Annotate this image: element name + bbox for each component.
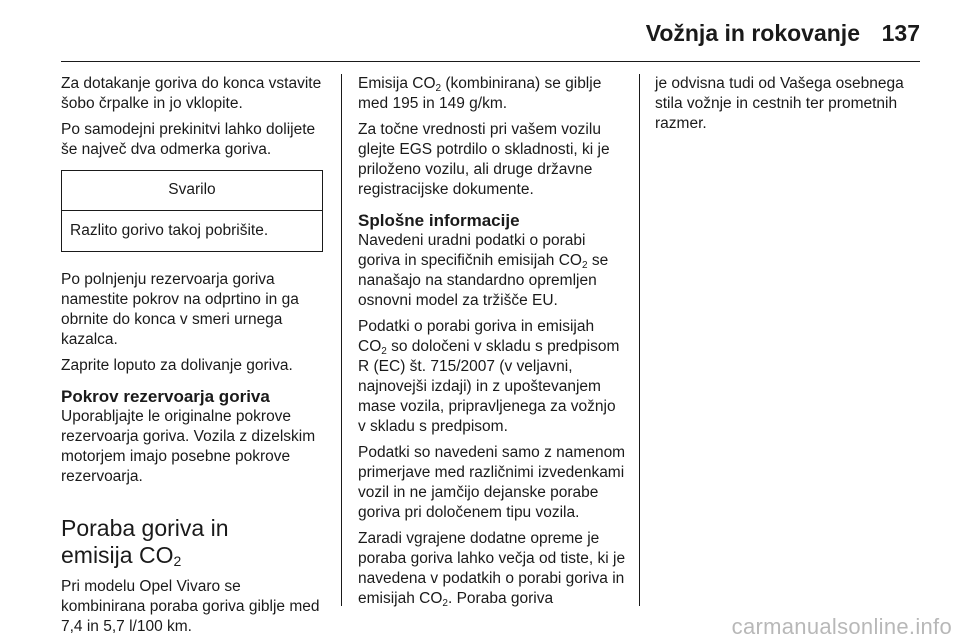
paragraph: Pri modelu Opel Vivaro se kombinirana poraba goriva giblje med 7,4 in 5,7 l/100 km. (61, 578, 320, 635)
column-3 (655, 74, 920, 140)
column-2 (358, 74, 626, 615)
paragraph: Uporabljajte le originalne pokrove rezervoarja goriva. Vozila z dizelskim motorjem imajo posebne pokrove rezervoarja. (61, 408, 316, 485)
column-1 (61, 74, 323, 643)
section-heading: Splošne informacije (358, 211, 520, 230)
paragraph: Po samodejni prekinitvi lahko dolijete še največ dva odmerka goriva. (61, 121, 316, 158)
paragraph: Podatki o porabi goriva in emisijah $CO_2$ so določeni v skladu s predpisom R (EC) št. 715/2007 (v veljavni, najnovejši izdaji) in z upoštevanjem mase vozila, pripravljenega za vožnjo v skladu s predpisom. (358, 318, 620, 435)
subscript: 2 (173, 553, 182, 569)
paragraph: je odvisna tudi od Vašega osebnega stila vožnje in cestnih ter prometnih razmer. (655, 75, 904, 132)
paragraph: Za točne vrednosti pri vašem vozilu glejte EGS potrdilo o skladnosti, ki je priloženo vozilu, ali druge državne registracijske dokumente. (358, 121, 610, 198)
page-header (0, 0, 960, 62)
chapter-heading (61, 515, 323, 569)
caution-text: Razlito gorivo takoj pobrišite. (70, 222, 269, 239)
paragraph: Zaprite loputo za dolivanje goriva. (61, 357, 293, 374)
paragraph: Podatki so navedeni samo z namenom primerjave med različnimi izvedenkami vozil in ne jamčijo dejanske porabe goriva pri določenem tipu vozila. (358, 444, 626, 521)
header-divider (61, 61, 920, 62)
paragraph: Emisija $CO_2$ (kombinirana) se giblje med 195 in 149 g/km. (358, 75, 602, 112)
paragraph: Zaradi vgrajene dodatne opreme je poraba goriva lahko večja od tiste, ki je navedena v podatkih o porabi goriva in emisijah $CO_2$. Poraba goriva (358, 530, 626, 609)
section-heading: Pokrov rezervoarja goriva (61, 387, 270, 406)
watermark: carmanualsonline.info (731, 614, 952, 639)
heading-line-2: emisija CO (61, 542, 174, 568)
paragraph: Po polnjenju rezervoarja goriva namestite pokrov na odprtino in ga obrnite do konca v smeri urnega kazalca. (61, 271, 299, 348)
caution-title: Svarilo (62, 171, 322, 211)
column-divider-1 (341, 74, 342, 606)
column-divider-2 (639, 74, 640, 606)
page-number: 137 (881, 20, 920, 46)
paragraph: Za dotakanje goriva do konca vstavite šobo črpalke in jo vklopite. (61, 75, 322, 112)
heading-line-1: Poraba goriva in (61, 515, 229, 541)
caution-box (61, 170, 323, 252)
chapter-title: Vožnja in rokovanje (645, 20, 860, 46)
paragraph: Navedeni uradni podatki o porabi goriva in specifičnih emisijah $CO_2$ se nanašajo na standardno opremljen osnovni model za tržišče EU. (358, 232, 609, 309)
